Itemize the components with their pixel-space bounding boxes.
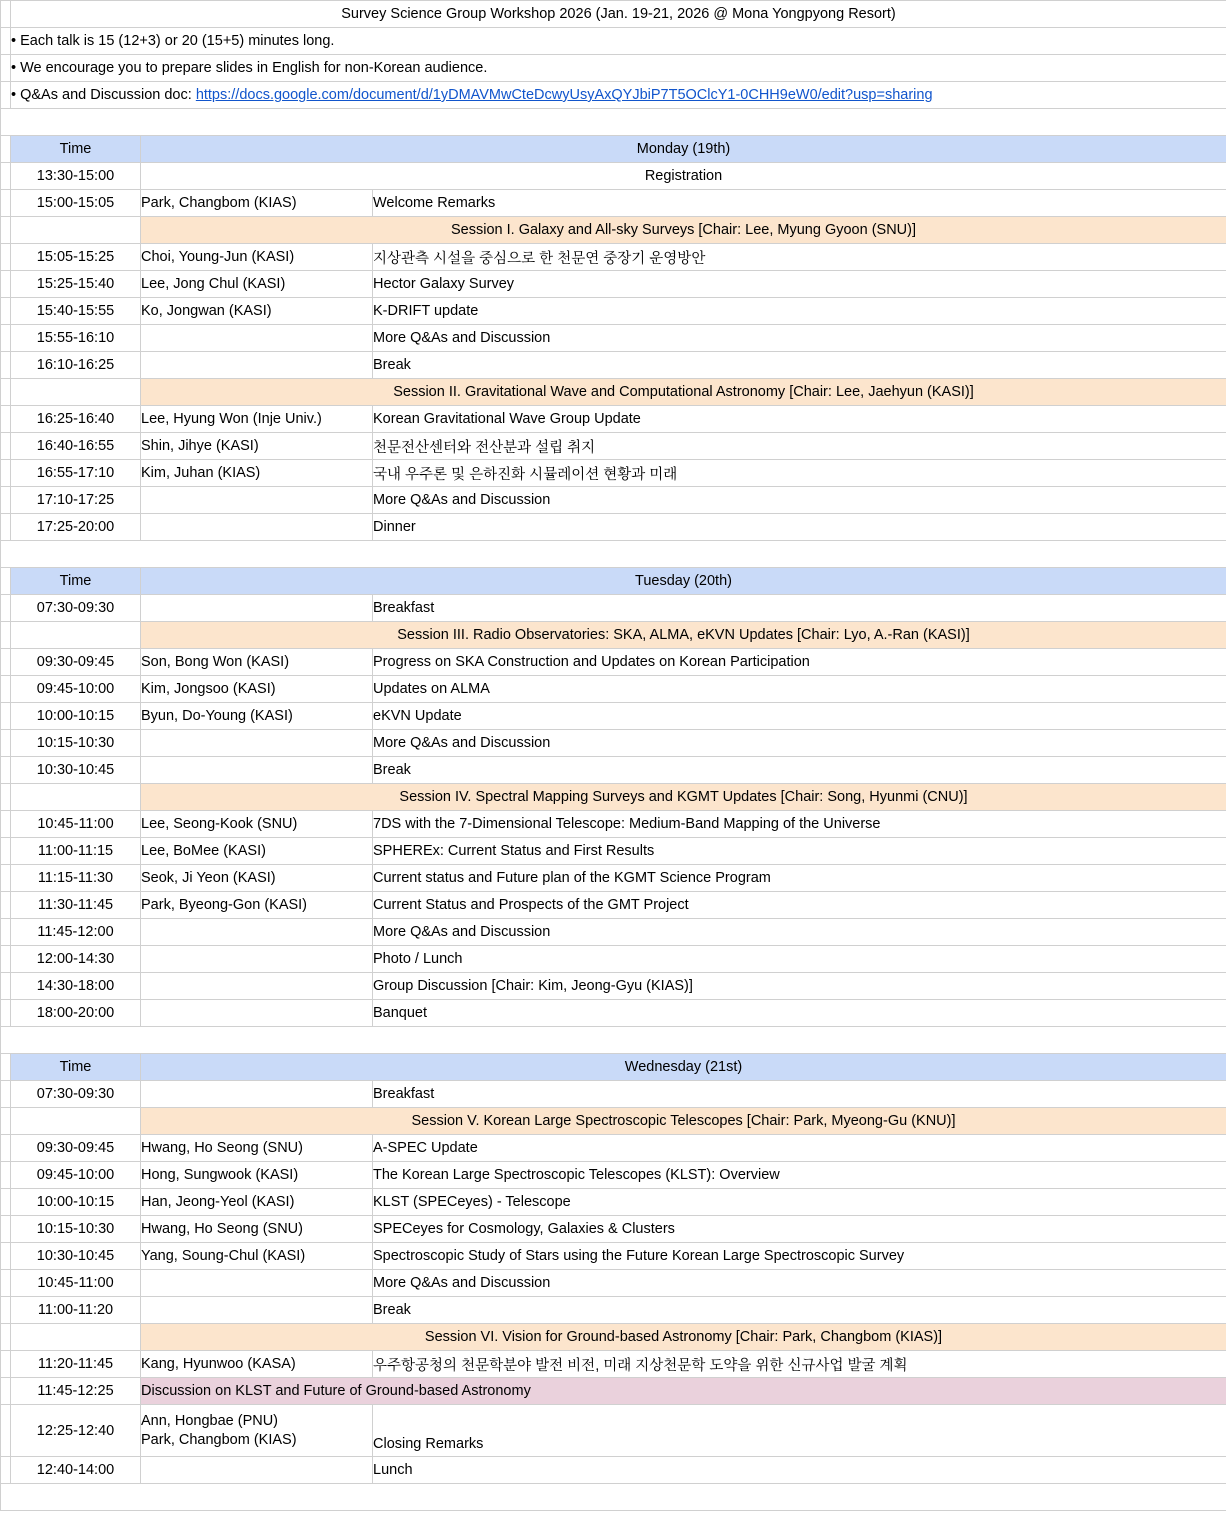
row-gutter — [1, 1324, 11, 1351]
row-gutter — [1, 622, 11, 649]
talk-title-cell: Break — [373, 352, 1226, 379]
time-column-header: Time — [11, 136, 141, 163]
speaker-cell: Park, Changbom (KIAS) — [141, 190, 373, 217]
session-time-cell — [11, 784, 141, 811]
row-gutter — [1, 136, 11, 163]
talk-title-cell: Dinner — [373, 514, 1226, 541]
time-cell: 11:00-11:20 — [11, 1297, 141, 1324]
time-cell: 11:30-11:45 — [11, 892, 141, 919]
time-cell: 15:55-16:10 — [11, 325, 141, 352]
talk-title-cell: More Q&As and Discussion — [373, 487, 1226, 514]
talk-title-cell: More Q&As and Discussion — [373, 1270, 1226, 1297]
day-header: Monday (19th) — [141, 136, 1226, 163]
speaker-cell — [141, 325, 373, 352]
time-cell: 18:00-20:00 — [11, 1000, 141, 1027]
speaker-cell: Seok, Ji Yeon (KASI) — [141, 865, 373, 892]
row-gutter — [1, 433, 11, 460]
talk-title-cell: SPHEREx: Current Status and First Results — [373, 838, 1226, 865]
speaker-cell — [141, 730, 373, 757]
talk-title-cell: Progress on SKA Construction and Updates on Korean Participation — [373, 649, 1226, 676]
speaker-cell: Choi, Young-Jun (KASI) — [141, 244, 373, 271]
row-gutter — [1, 919, 11, 946]
time-cell: 17:25-20:00 — [11, 514, 141, 541]
talk-title-cell: Breakfast — [373, 1081, 1226, 1108]
session-time-cell — [11, 622, 141, 649]
talk-title-cell: More Q&As and Discussion — [373, 730, 1226, 757]
talk-title-cell: Break — [373, 757, 1226, 784]
time-cell: 11:00-11:15 — [11, 838, 141, 865]
row-gutter — [1, 784, 11, 811]
talk-title-cell: A-SPEC Update — [373, 1135, 1226, 1162]
time-column-header: Time — [11, 1054, 141, 1081]
talk-title-cell: 지상관측 시설을 중심으로 한 천문연 중장기 운영방안 — [373, 244, 1226, 271]
session-header: Session I. Galaxy and All-sky Surveys [Chair: Lee, Myung Gyoon (SNU)] — [141, 217, 1226, 244]
time-cell: 09:30-09:45 — [11, 1135, 141, 1162]
row-gutter — [1, 1081, 11, 1108]
row-gutter — [1, 649, 11, 676]
row-gutter — [1, 28, 11, 55]
row-gutter — [1, 487, 11, 514]
event-title: Registration — [141, 163, 1226, 190]
time-cell: 07:30-09:30 — [11, 595, 141, 622]
speaker-cell: Son, Bong Won (KASI) — [141, 649, 373, 676]
time-cell: 11:15-11:30 — [11, 865, 141, 892]
talk-title-cell: Current Status and Prospects of the GMT Project — [373, 892, 1226, 919]
row-gutter — [1, 1297, 11, 1324]
speaker-cell: Kim, Juhan (KIAS) — [141, 460, 373, 487]
speaker-cell — [141, 1297, 373, 1324]
time-cell: 15:25-15:40 — [11, 271, 141, 298]
session-time-cell — [11, 1324, 141, 1351]
speaker-cell: Ko, Jongwan (KASI) — [141, 298, 373, 325]
row-gutter — [1, 595, 11, 622]
talk-title-cell: Lunch — [373, 1457, 1226, 1484]
row-gutter — [1, 190, 11, 217]
row-gutter — [1, 217, 11, 244]
note-line: • Each talk is 15 (12+3) or 20 (15+5) minutes long. — [11, 28, 1226, 55]
note-line: • Q&As and Discussion doc: https://docs.google.com/document/d/1yDMAVMwCteDcwyUsyAxQYJbiP7T5OClcY1-0CHH9eW0/edit?usp=sharing — [11, 82, 1226, 109]
time-cell: 17:10-17:25 — [11, 487, 141, 514]
speaker-cell — [141, 973, 373, 1000]
talk-title-cell: More Q&As and Discussion — [373, 919, 1226, 946]
row-gutter — [1, 1405, 11, 1457]
talk-title-cell: Break — [373, 1297, 1226, 1324]
talk-title-cell: Spectroscopic Study of Stars using the Future Korean Large Spectroscopic Survey — [373, 1243, 1226, 1270]
time-cell: 16:10-16:25 — [11, 352, 141, 379]
row-gutter — [1, 298, 11, 325]
row-gutter — [1, 676, 11, 703]
talk-title-cell: SPECeyes for Cosmology, Galaxies & Clusters — [373, 1216, 1226, 1243]
speaker-cell: Shin, Jihye (KASI) — [141, 433, 373, 460]
talk-title-cell: 천문전산센터와 전산분과 설립 취지 — [373, 433, 1226, 460]
speaker-cell — [141, 1000, 373, 1027]
talk-title-cell: 국내 우주론 및 은하진화 시뮬레이션 현황과 미래 — [373, 460, 1226, 487]
time-cell: 15:00-15:05 — [11, 190, 141, 217]
row-gutter — [1, 1, 11, 28]
time-cell: 11:20-11:45 — [11, 1351, 141, 1378]
talk-title-cell: Current status and Future plan of the KGMT Science Program — [373, 865, 1226, 892]
talk-title-cell: Hector Galaxy Survey — [373, 271, 1226, 298]
time-column-header: Time — [11, 568, 141, 595]
row-gutter — [1, 460, 11, 487]
spacer — [1, 541, 1226, 568]
speaker-cell — [141, 946, 373, 973]
talk-title-cell: Korean Gravitational Wave Group Update — [373, 406, 1226, 433]
row-gutter — [1, 1189, 11, 1216]
speaker-cell: Lee, BoMee (KASI) — [141, 838, 373, 865]
talk-title-cell: The Korean Large Spectroscopic Telescopes (KLST): Overview — [373, 1162, 1226, 1189]
row-gutter — [1, 1378, 11, 1405]
speaker-cell — [141, 487, 373, 514]
row-gutter — [1, 406, 11, 433]
time-cell: 16:40-16:55 — [11, 433, 141, 460]
time-cell: 10:00-10:15 — [11, 703, 141, 730]
time-cell: 12:25-12:40 — [11, 1405, 141, 1457]
speaker-cell — [141, 1270, 373, 1297]
spacer — [1, 1027, 1226, 1054]
row-gutter — [1, 757, 11, 784]
row-gutter — [1, 973, 11, 1000]
speaker-cell — [141, 1081, 373, 1108]
speaker-cell — [141, 514, 373, 541]
row-gutter — [1, 1162, 11, 1189]
time-cell: 09:45-10:00 — [11, 1162, 141, 1189]
time-cell: 12:00-14:30 — [11, 946, 141, 973]
speaker-cell: Park, Byeong-Gon (KASI) — [141, 892, 373, 919]
talk-title-cell: Welcome Remarks — [373, 190, 1226, 217]
speaker-cell — [141, 595, 373, 622]
row-gutter — [1, 568, 11, 595]
time-cell: 11:45-12:25 — [11, 1378, 141, 1405]
row-gutter — [1, 271, 11, 298]
row-gutter — [1, 811, 11, 838]
row-gutter — [1, 514, 11, 541]
speaker-cell: Kang, Hyunwoo (KASA) — [141, 1351, 373, 1378]
time-cell: 10:45-11:00 — [11, 1270, 141, 1297]
row-gutter — [1, 163, 11, 190]
row-gutter — [1, 865, 11, 892]
time-cell: 10:45-11:00 — [11, 811, 141, 838]
row-gutter — [1, 1270, 11, 1297]
speaker-cell: Byun, Do-Young (KASI) — [141, 703, 373, 730]
talk-title-cell: Updates on ALMA — [373, 676, 1226, 703]
speaker-cell: Han, Jeong-Yeol (KASI) — [141, 1189, 373, 1216]
row-gutter — [1, 244, 11, 271]
row-gutter — [1, 379, 11, 406]
time-cell: 16:25-16:40 — [11, 406, 141, 433]
time-cell: 12:40-14:00 — [11, 1457, 141, 1484]
row-gutter — [1, 1000, 11, 1027]
time-cell: 10:30-10:45 — [11, 1243, 141, 1270]
time-cell: 09:30-09:45 — [11, 649, 141, 676]
time-cell: 10:15-10:30 — [11, 1216, 141, 1243]
row-gutter — [1, 703, 11, 730]
row-gutter — [1, 1108, 11, 1135]
qa-doc-link[interactable]: https://docs.google.com/document/d/1yDMAVMwCteDcwyUsyAxQYJbiP7T5OClcY1-0CHH9eW0/edit?usp=sharing — [195, 87, 933, 103]
speaker-cell — [141, 352, 373, 379]
talk-title-cell: KLST (SPECeyes) - Telescope — [373, 1189, 1226, 1216]
speaker-cell: Kim, Jongsoo (KASI) — [141, 676, 373, 703]
row-gutter — [1, 1457, 11, 1484]
speaker-cell — [141, 1457, 373, 1484]
talk-title-cell: Closing Remarks — [373, 1405, 1226, 1457]
time-cell: 09:45-10:00 — [11, 676, 141, 703]
row-gutter — [1, 1351, 11, 1378]
session-header: Session II. Gravitational Wave and Computational Astronomy [Chair: Lee, Jaehyun (KASI)] — [141, 379, 1226, 406]
session-header: Session IV. Spectral Mapping Surveys and KGMT Updates [Chair: Song, Hyunmi (CNU)] — [141, 784, 1226, 811]
speaker-line: Park, Changbom (KIAS) — [141, 1431, 297, 1448]
time-cell: 15:05-15:25 — [11, 244, 141, 271]
speaker-cell — [141, 757, 373, 784]
page-title: Survey Science Group Workshop 2026 (Jan. 19-21, 2026 @ Mona Yongpyong Resort) — [11, 1, 1226, 28]
row-gutter — [1, 1243, 11, 1270]
session-time-cell — [11, 379, 141, 406]
session-header: Session V. Korean Large Spectroscopic Telescopes [Chair: Park, Myeong-Gu (KNU)] — [141, 1108, 1226, 1135]
session-header: Session III. Radio Observatories: SKA, ALMA, eKVN Updates [Chair: Lyo, A.-Ran (KASI)] — [141, 622, 1226, 649]
speaker-cell: Lee, Hyung Won (Inje Univ.) — [141, 406, 373, 433]
talk-title-cell: 7DS with the 7-Dimensional Telescope: Medium-Band Mapping of the Universe — [373, 811, 1226, 838]
talk-title-cell: Banquet — [373, 1000, 1226, 1027]
row-gutter — [1, 838, 11, 865]
talk-title-cell: K-DRIFT update — [373, 298, 1226, 325]
row-gutter — [1, 1054, 11, 1081]
speaker-cell — [141, 1405, 373, 1457]
time-cell: 15:40-15:55 — [11, 298, 141, 325]
spacer — [1, 109, 1226, 136]
time-cell: 10:00-10:15 — [11, 1189, 141, 1216]
time-cell: 14:30-18:00 — [11, 973, 141, 1000]
time-cell: 10:30-10:45 — [11, 757, 141, 784]
time-cell: 10:15-10:30 — [11, 730, 141, 757]
day-header: Tuesday (20th) — [141, 568, 1226, 595]
speaker-cell: Lee, Jong Chul (KASI) — [141, 271, 373, 298]
time-cell: 07:30-09:30 — [11, 1081, 141, 1108]
talk-title-cell: Group Discussion [Chair: Kim, Jeong-Gyu (KIAS)] — [373, 973, 1226, 1000]
note-line: • We encourage you to prepare slides in English for non-Korean audience. — [11, 55, 1226, 82]
time-cell: 16:55-17:10 — [11, 460, 141, 487]
speaker-line: Ann, Hongbae (PNU) — [141, 1413, 279, 1430]
row-gutter — [1, 946, 11, 973]
session-time-cell — [11, 1108, 141, 1135]
time-cell: 11:45-12:00 — [11, 919, 141, 946]
row-gutter — [1, 1216, 11, 1243]
speaker-cell: Hwang, Ho Seong (SNU) — [141, 1216, 373, 1243]
discussion-block: Discussion on KLST and Future of Ground-based Astronomy — [141, 1378, 1226, 1405]
row-gutter — [1, 730, 11, 757]
session-time-cell — [11, 217, 141, 244]
row-gutter — [1, 352, 11, 379]
time-cell: 13:30-15:00 — [11, 163, 141, 190]
spacer — [1, 1484, 1226, 1511]
talk-title-cell: 우주항공청의 천문학분야 발전 비전, 미래 지상천문학 도약을 위한 신규사업 발굴 계획 — [373, 1351, 1226, 1378]
row-gutter — [1, 1135, 11, 1162]
session-header: Session VI. Vision for Ground-based Astronomy [Chair: Park, Changbom (KIAS)] — [141, 1324, 1226, 1351]
talk-title-cell: eKVN Update — [373, 703, 1226, 730]
row-gutter — [1, 325, 11, 352]
speaker-cell: Yang, Soung-Chul (KASI) — [141, 1243, 373, 1270]
speaker-cell: Hwang, Ho Seong (SNU) — [141, 1135, 373, 1162]
speaker-cell — [141, 919, 373, 946]
talk-title-cell: Breakfast — [373, 595, 1226, 622]
row-gutter — [1, 892, 11, 919]
speaker-cell: Lee, Seong-Kook (SNU) — [141, 811, 373, 838]
day-header: Wednesday (21st) — [141, 1054, 1226, 1081]
speaker-cell: Hong, Sungwook (KASI) — [141, 1162, 373, 1189]
row-gutter — [1, 82, 11, 109]
talk-title-cell: More Q&As and Discussion — [373, 325, 1226, 352]
talk-title-cell: Photo / Lunch — [373, 946, 1226, 973]
row-gutter — [1, 55, 11, 82]
